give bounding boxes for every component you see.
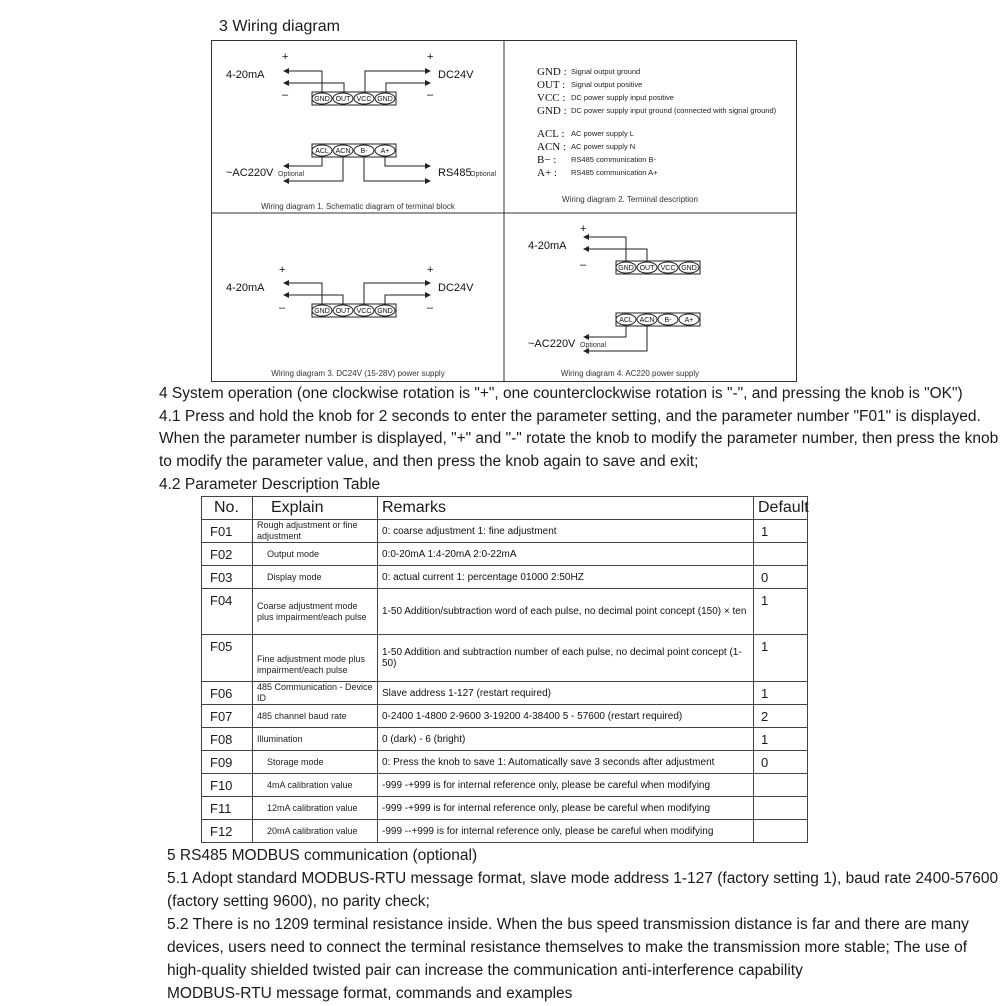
para-4-1-line-1: 4.1 Press and hold the knob for 2 seconds to enter the parameter setting, and the parameter number "F01" is displayed. <box>159 408 981 425</box>
row-no: F02 <box>202 543 253 566</box>
d1-optional-left: Optional <box>278 171 305 178</box>
table-row <box>202 566 808 589</box>
wiring-diagram-2 <box>537 66 777 204</box>
para-4-1-line-2: When the parameter number is displayed, "+" and "-" rotate the knob to modify the parameter number, then press the knob <box>159 430 999 447</box>
d4-term-acl: ACL <box>619 317 633 324</box>
table-row <box>202 751 808 774</box>
row-explain: Fine adjustment mode plus impairment/each pulse <box>253 635 378 682</box>
row-default: 1 <box>754 728 808 751</box>
row-remarks: 0: coarse adjustment 1: fine adjustment <box>378 520 754 543</box>
d2-desc-0: Signal output ground <box>571 67 641 76</box>
row-no: F10 <box>202 774 253 797</box>
row-remarks: 0: Press the knob to save 1: Automatically save 3 seconds after adjustment <box>378 751 754 774</box>
d2-desc-3: DC power supply input ground (connected with signal ground) <box>571 106 777 115</box>
row-no: F05 <box>202 635 253 682</box>
row-no: F04 <box>202 589 253 635</box>
d2-desc-6: RS485 communication B- <box>571 155 657 164</box>
section-4-heading: 4 System operation (one clockwise rotation is "+", one counterclockwise rotation is "-", and pressing the knob is "OK") <box>159 385 963 402</box>
d3-plus-left: + <box>279 264 286 276</box>
d4-label-4-20ma: 4-20mA <box>528 240 567 252</box>
d1-term-gnd-1: GND <box>314 96 330 103</box>
d3-label-4-20ma: 4-20mA <box>226 282 265 294</box>
table-row <box>202 543 808 566</box>
d3-term-gnd-2: GND <box>377 308 393 315</box>
row-no: F12 <box>202 820 253 843</box>
d1-term-out: OUT <box>335 96 351 103</box>
row-default: 1 <box>754 589 808 635</box>
wiring-diagram-svg <box>212 41 796 381</box>
d1-term-a: A+ <box>380 148 390 155</box>
d1-plus-right: + <box>427 51 434 63</box>
d3-term-vcc: VCC <box>356 308 372 315</box>
d4-term-vcc: VCC <box>660 265 676 272</box>
d1-label-dc24v: DC24V <box>438 69 474 81</box>
wiring-diagram-1 <box>226 51 497 211</box>
d1-term-b: B- <box>360 148 368 155</box>
d2-caption: Wiring diagram 2. Terminal description <box>562 195 698 204</box>
para-5-2-line-1: 5.2 There is no 1209 terminal resistance inside. When the bus speed transmission distance is far and there are many <box>167 916 969 933</box>
d1-label-ac220v: ~AC220V <box>226 167 274 179</box>
row-remarks: 0:0-20mA 1:4-20mA 2:0-22mA <box>378 543 754 566</box>
d4-plus: + <box>580 223 587 235</box>
table-row <box>202 797 808 820</box>
row-no: F11 <box>202 797 253 820</box>
row-explain: Illumination <box>253 728 378 751</box>
d2-desc-4: AC power supply L <box>571 129 634 138</box>
d1-label-4-20ma: 4-20mA <box>226 69 265 81</box>
d3-label-dc24v: DC24V <box>438 282 474 294</box>
d4-term-gnd-2: GND <box>681 265 697 272</box>
d4-optional: Optional <box>580 342 607 349</box>
row-default: 0 <box>754 751 808 774</box>
d2-key-2: VCC : <box>537 92 566 104</box>
row-remarks: -999 -+999 is for internal reference only, please be careful when modifying <box>378 774 754 797</box>
header-default: Default <box>754 497 808 520</box>
row-explain: Output mode <box>253 543 378 566</box>
row-default: 1 <box>754 520 808 543</box>
d4-term-gnd-1: GND <box>618 265 634 272</box>
para-4-1-line-3: to modify the parameter value, and then press the knob again to save and exit; <box>159 453 699 470</box>
row-remarks: 0-2400 1-4800 2-9600 3-19200 4-38400 5 - 57600 (restart required) <box>378 705 754 728</box>
para-5-1-line-2: (factory setting 9600), no parity check; <box>167 893 430 910</box>
wiring-diagram-4 <box>528 223 700 378</box>
d2-key-1: OUT : <box>537 79 566 91</box>
d1-caption: Wiring diagram 1. Schematic diagram of terminal block <box>261 202 455 211</box>
d3-plus-right: + <box>427 264 434 276</box>
row-explain: Storage mode <box>253 751 378 774</box>
d3-minus-left: – <box>279 302 286 314</box>
section-3-title: 3 Wiring diagram <box>219 18 340 35</box>
d2-desc-2: DC power supply input positive <box>571 93 674 102</box>
table-row <box>202 705 808 728</box>
row-remarks: 1-50 Addition and subtraction number of each pulse, no decimal point concept (1-50) <box>378 635 754 682</box>
para-5-2-line-2: devices, users need to connect the terminal resistance themselves to make the transmission more stable; The use of <box>167 939 968 956</box>
d1-term-acl: ACL <box>315 148 329 155</box>
d1-minus-right: – <box>427 89 434 101</box>
parameter-table <box>201 496 808 843</box>
row-default: 0 <box>754 566 808 589</box>
section-4-2-heading: 4.2 Parameter Description Table <box>159 476 381 493</box>
row-remarks: -999 --+999 is for internal reference only, please be careful when modifying <box>378 820 754 843</box>
row-no: F01 <box>202 520 253 543</box>
section-5-heading: 5 RS485 MODBUS communication (optional) <box>167 847 478 864</box>
row-default <box>754 797 808 820</box>
table-row <box>202 820 808 843</box>
d1-terminal-block-bottom <box>312 145 395 156</box>
row-no: F09 <box>202 751 253 774</box>
table-row <box>202 774 808 797</box>
row-default <box>754 820 808 843</box>
d4-term-a: A+ <box>684 317 694 324</box>
d2-key-6: B− : <box>537 154 557 166</box>
d1-optional-right: Optional <box>470 171 497 178</box>
row-explain: 4mA calibration value <box>253 774 378 797</box>
d2-desc-1: Signal output positive <box>571 80 643 89</box>
d1-terminal-block-top <box>312 93 395 104</box>
d4-minus: – <box>580 259 587 271</box>
d3-term-out: OUT <box>335 308 351 315</box>
row-explain: Coarse adjustment mode plus impairment/each pulse <box>253 589 378 635</box>
row-default <box>754 543 808 566</box>
d3-minus-right: – <box>427 302 434 314</box>
row-no: F07 <box>202 705 253 728</box>
d1-term-vcc: VCC <box>356 96 372 103</box>
d4-term-b: B- <box>664 317 672 324</box>
d4-term-out: OUT <box>639 265 655 272</box>
para-5-2-line-3: high-quality shielded twisted pair can increase the communication anti-interference capability <box>167 962 803 979</box>
d1-term-acn: ACN <box>335 148 351 155</box>
row-explain: Display mode <box>253 566 378 589</box>
row-default: 1 <box>754 682 808 705</box>
header-remarks: Remarks <box>378 497 754 520</box>
row-remarks: 0 (dark) - 6 (bright) <box>378 728 754 751</box>
row-default <box>754 774 808 797</box>
d4-term-acn: ACN <box>639 317 655 324</box>
d2-key-5: ACN : <box>537 141 567 153</box>
d2-key-3: GND : <box>537 105 567 117</box>
para-5-1-line-1: 5.1 Adopt standard MODBUS-RTU message format, slave mode address 1-127 (factory setting 1), baud rate 2400-57600 <box>167 870 999 887</box>
d4-caption: Wiring diagram 4. AC220 power supply <box>560 369 700 378</box>
d2-key-0: GND : <box>537 66 567 78</box>
d3-term-gnd-1: GND <box>314 308 330 315</box>
table-row <box>202 635 808 682</box>
row-remarks: 1-50 Addition/subtraction word of each pulse, no decimal point concept (150) × ten <box>378 589 754 635</box>
d1-minus-left: – <box>282 89 289 101</box>
d2-key-7: A+ : <box>537 167 557 179</box>
header-no: No. <box>202 497 253 520</box>
row-explain: 485 Communication - Device ID <box>253 682 378 705</box>
d4-label-ac220v: ~AC220V <box>528 338 576 350</box>
table-row <box>202 682 808 705</box>
row-explain: 12mA calibration value <box>253 797 378 820</box>
row-remarks: 0: actual current 1: percentage 01000 2:50HZ <box>378 566 754 589</box>
row-explain: 485 channel baud rate <box>253 705 378 728</box>
table-header-row <box>202 497 808 520</box>
row-no: F06 <box>202 682 253 705</box>
wiring-diagram-grid <box>211 40 797 382</box>
d2-desc-5: AC power supply N <box>571 142 636 151</box>
row-remarks: -999 -+999 is for internal reference only, please be careful when modifying <box>378 797 754 820</box>
modbus-title: MODBUS-RTU message format, commands and examples <box>167 985 573 1002</box>
table-row <box>202 520 808 543</box>
row-explain: 20mA calibration value <box>253 820 378 843</box>
d1-term-gnd-2: GND <box>377 96 393 103</box>
d2-key-4: ACL : <box>537 128 565 140</box>
header-explain: Explain <box>253 497 378 520</box>
table-row <box>202 589 808 635</box>
row-no: F08 <box>202 728 253 751</box>
d2-desc-7: RS485 communication A+ <box>571 168 658 177</box>
wiring-diagram-3 <box>226 264 474 378</box>
row-explain: Rough adjustment or fine adjustment <box>253 520 378 543</box>
row-default: 2 <box>754 705 808 728</box>
d3-caption: Wiring diagram 3. DC24V (15-28V) power supply <box>271 369 445 378</box>
d1-plus-left: + <box>282 51 289 63</box>
row-no: F03 <box>202 566 253 589</box>
table-row <box>202 728 808 751</box>
d1-label-rs485: RS485 <box>438 167 472 179</box>
row-default: 1 <box>754 635 808 682</box>
row-remarks: Slave address 1-127 (restart required) <box>378 682 754 705</box>
